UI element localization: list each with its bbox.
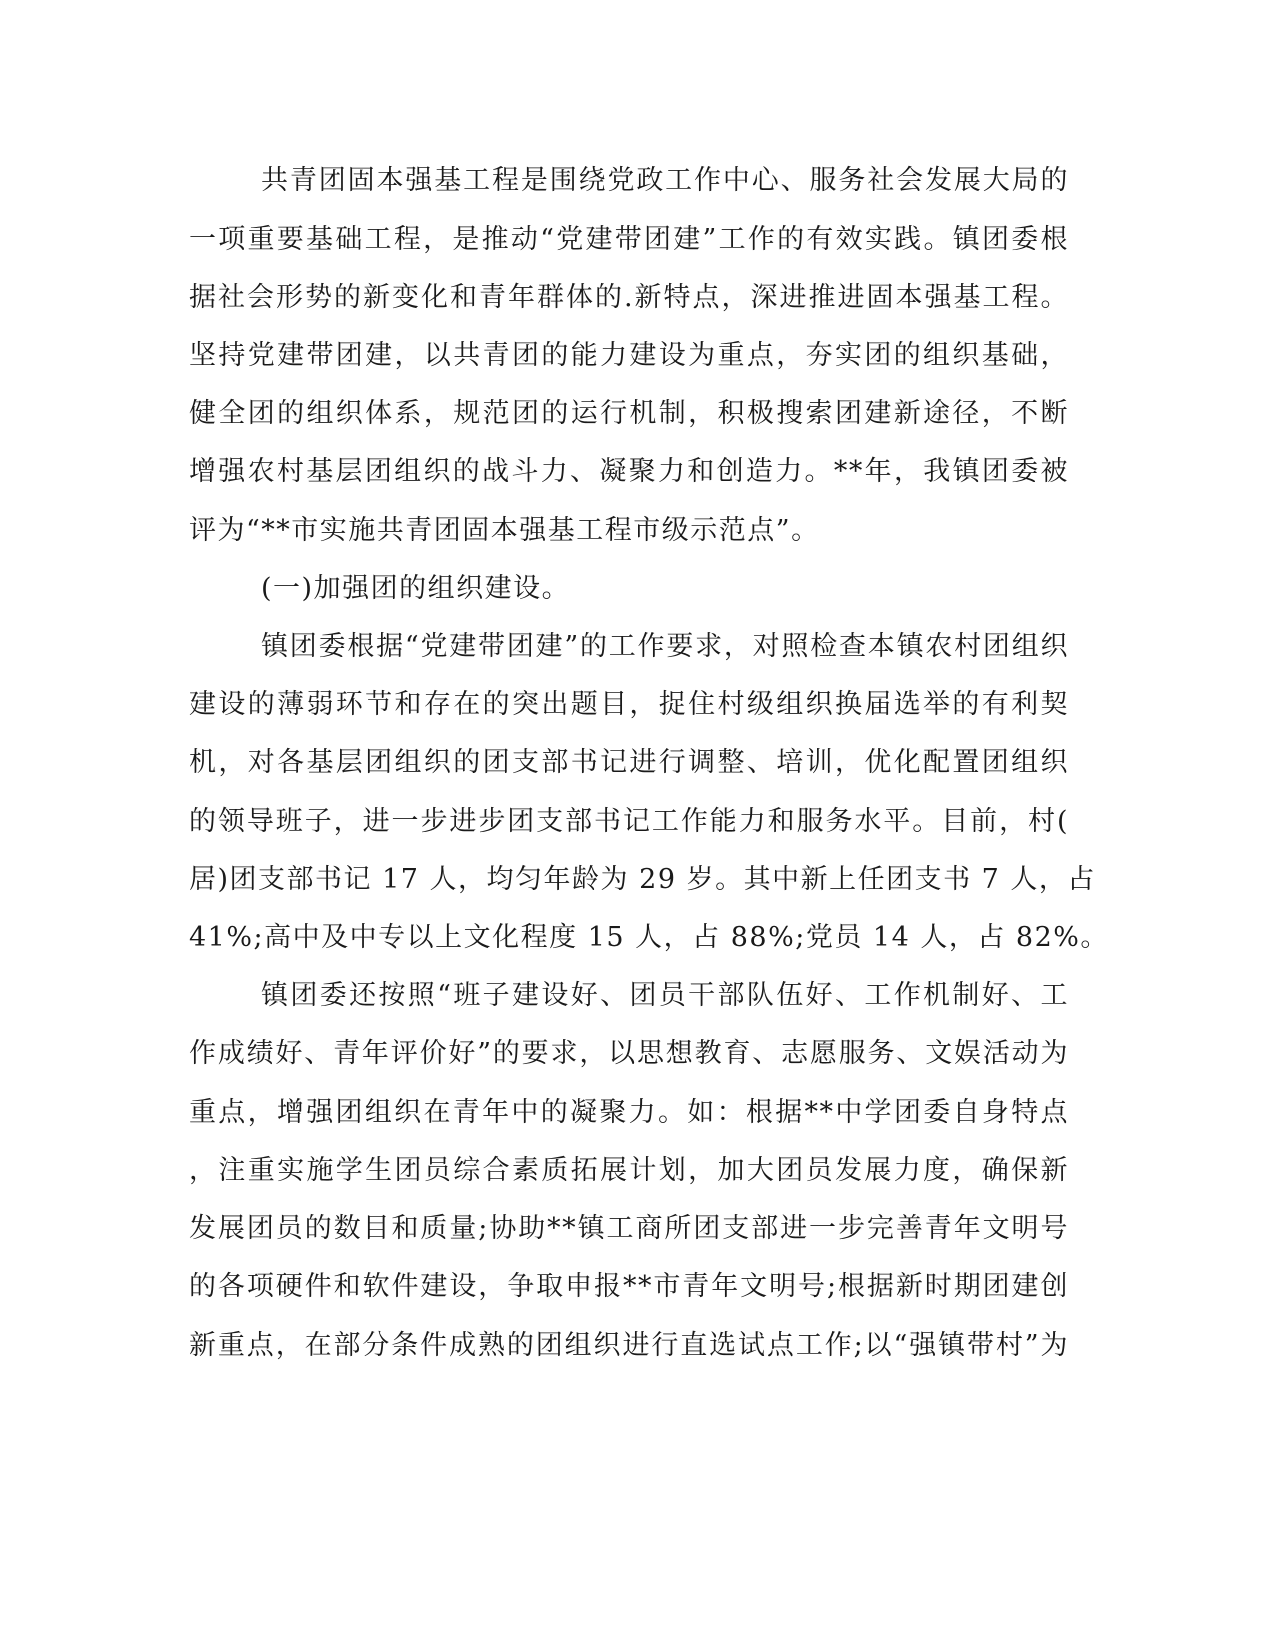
text-line-1: 共青团固本强基工程是围绕党政工作中心、服务社会发展大局的 [261,165,1069,196]
text-line-4: 坚持党建带团建，以共青团的能力建设为重点，夯实团的组织基础， [189,340,1069,371]
text-line-10: 建设的薄弱环节和存在的突出题目，捉住村级组织换届选举的有利契 [189,689,1069,720]
text-line-9: 镇团委根据“党建带团建”的工作要求，对照检查本镇农村团组织 [261,631,1069,662]
section-heading: (一)加强团的组织建设。 [261,573,571,604]
text-line-15: 镇团委还按照“班子建设好、团员干部队伍好、工作机制好、工 [261,980,1069,1011]
text-line-16: 作成绩好、青年评价好”的要求，以思想教育、志愿服务、文娱活动为 [189,1038,1069,1069]
text-line-12: 的领导班子，进一步进步团支部书记工作能力和服务水平。目前，村( [189,806,1069,837]
text-line-11: 机，对各基层团组织的团支部书记进行调整、培训，优化配置团组织 [189,747,1069,778]
text-line-3: 据社会形势的新变化和青年群体的.新特点，深进推进固本强基工程。 [189,282,1069,313]
text-line-6: 增强农村基层团组织的战斗力、凝聚力和创造力。**年，我镇团委被 [189,456,1069,487]
text-line-21: 新重点，在部分条件成熟的团组织进行直选试点工作;以“强镇带村”为 [189,1330,1069,1361]
text-line-2: 一项重要基础工程，是推动“党建带团建”工作的有效实践。镇团委根 [189,224,1069,255]
text-line-7: 评为“**市实施共青团固本强基工程市级示范点”。 [189,515,820,546]
text-line-20: 的各项硬件和软件建设，争取申报**市青年文明号;根据新时期团建创 [189,1271,1069,1302]
text-line-13: 居)团支部书记 17 人，均匀年龄为 29 岁。其中新上任团支书 7 人，占 [189,864,1096,895]
text-line-18: ，注重实施学生团员综合素质拓展计划，加大团员发展力度，确保新 [189,1155,1069,1186]
text-line-17: 重点，增强团组织在青年中的凝聚力。如：根据**中学团委自身特点 [189,1097,1069,1128]
text-line-14: 41%;高中及中专以上文化程度 15 人，占 88%;党员 14 人，占 82%。 [189,922,1109,953]
text-line-19: 发展团员的数目和质量;协助**镇工商所团支部进一步完善青年文明号 [189,1213,1069,1244]
text-line-5: 健全团的组织体系，规范团的运行机制，积极搜索团建新途径，不断 [189,398,1069,429]
